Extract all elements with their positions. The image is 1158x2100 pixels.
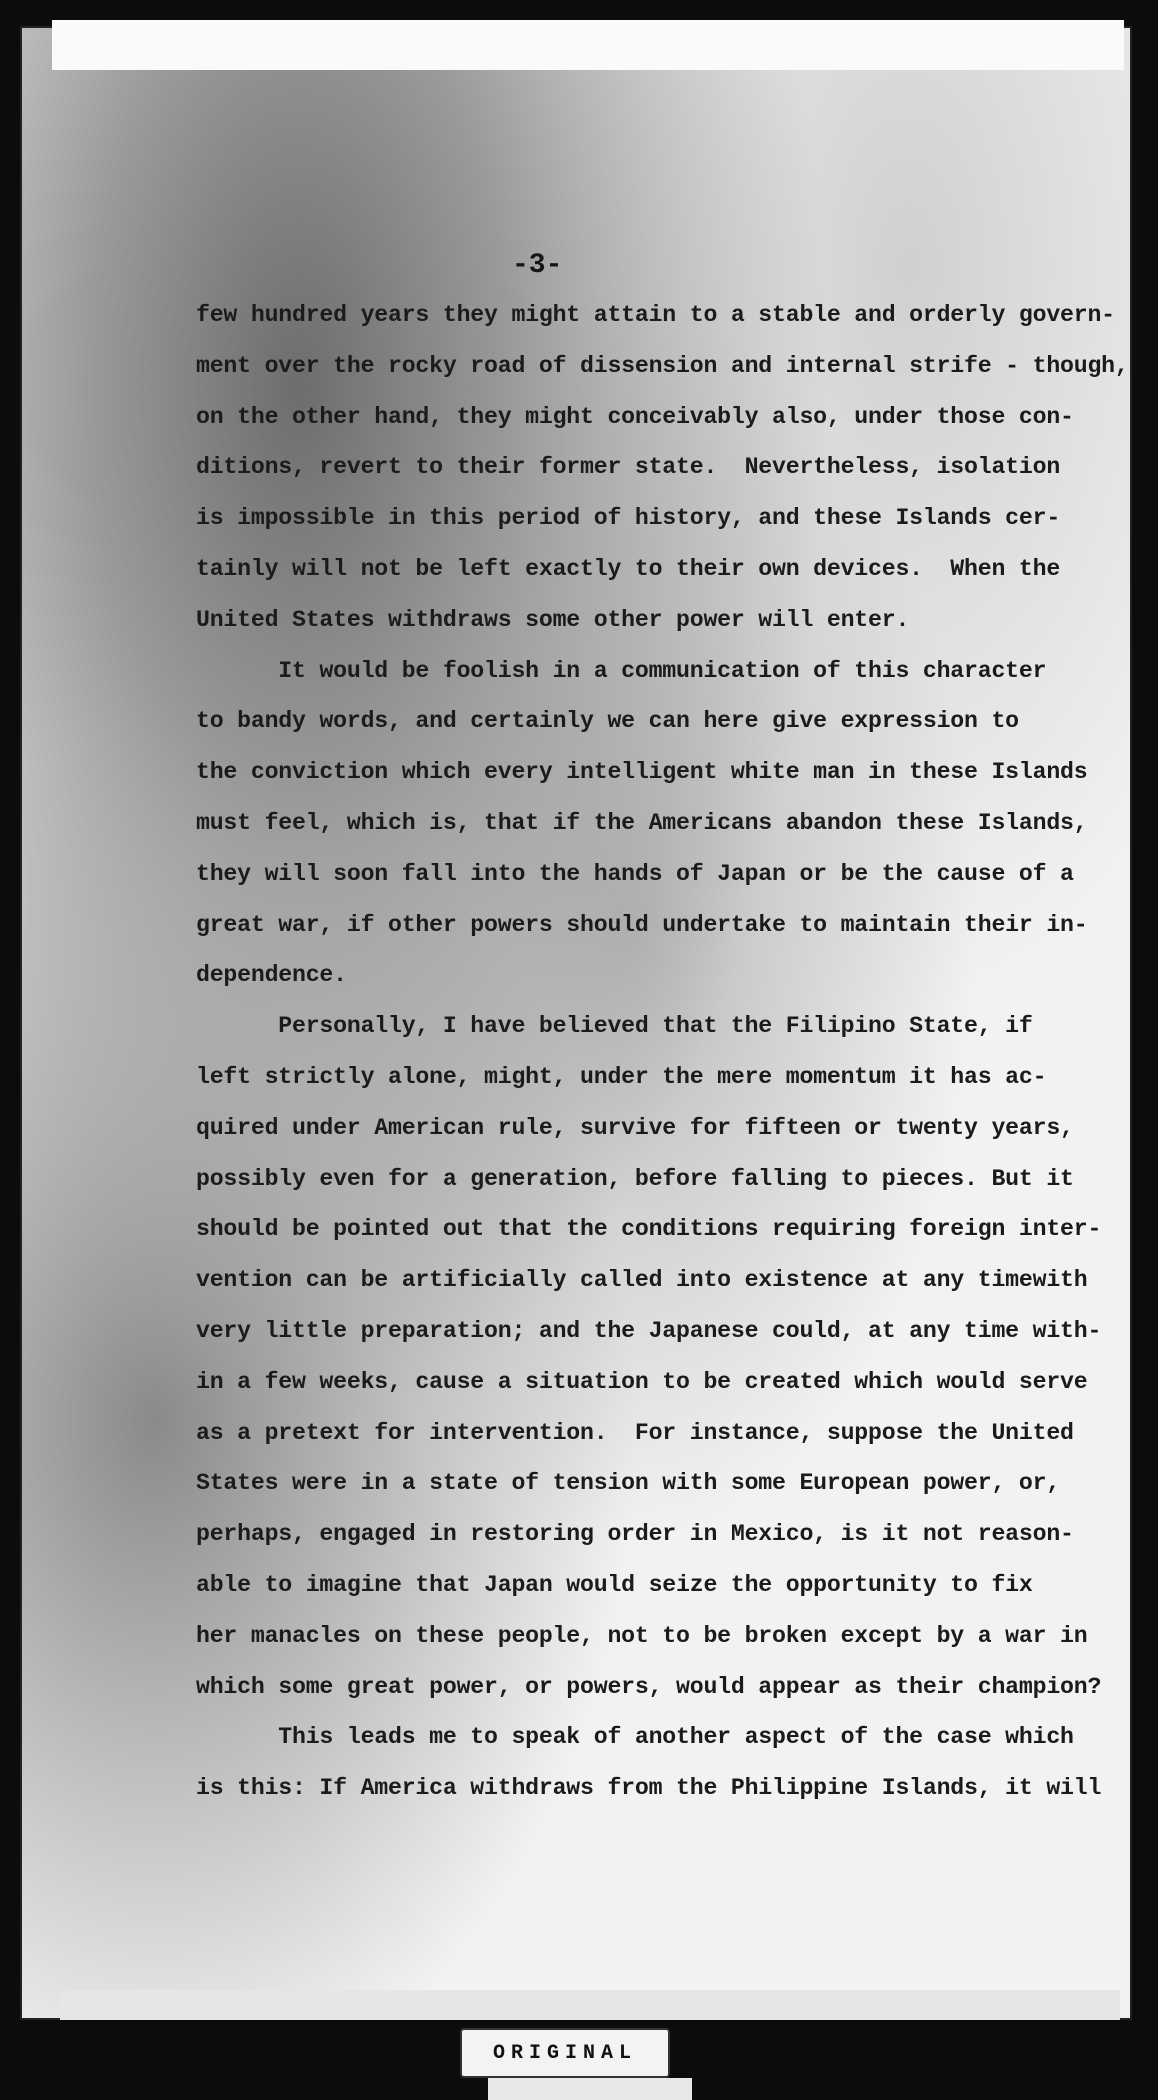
text-line: States were in a state of tension with some European power, or, — [196, 1470, 1061, 1497]
text-line: should be pointed out that the conditions requiring foreign inter- — [196, 1216, 1102, 1243]
text-line: United States withdraws some other power will enter. — [196, 606, 910, 633]
text-line: perhaps, engaged in restoring order in Mexico, is it not reason- — [196, 1521, 1074, 1548]
text-line: must feel, which is, that if the Americans abandon these Islands, — [196, 809, 1088, 836]
text-line: quired under American rule, survive for fifteen or twenty years, — [196, 1114, 1074, 1141]
text-line: is impossible in this period of history, and these Islands cer- — [196, 505, 1061, 532]
text-line: great war, if other powers should undertake to maintain their in- — [196, 911, 1088, 938]
text-line: in a few weeks, cause a situation to be created which would serve — [196, 1368, 1088, 1395]
text-line: It would be foolish in a communication of this character — [196, 657, 1047, 684]
page-bottom-strip — [60, 1990, 1120, 2020]
text-line: This leads me to speak of another aspect of the case which — [196, 1724, 1074, 1751]
text-line: is this: If America withdraws from the Philippine Islands, it will — [196, 1775, 1102, 1802]
text-line: possibly even for a generation, before falling to pieces. But it — [196, 1165, 1074, 1192]
page-number: -3- — [512, 250, 563, 281]
text-line: which some great power, or powers, would appear as their champion? — [196, 1673, 1102, 1700]
text-line: few hundred years they might attain to a stable and orderly govern- — [196, 302, 1115, 328]
document-body — [196, 290, 1129, 1814]
text-line: the conviction which every intelligent white man in these Islands — [196, 759, 1088, 786]
stamp-tab — [488, 2078, 692, 2100]
original-stamp: ORIGINAL — [460, 2028, 670, 2078]
page-top-strip — [52, 20, 1124, 70]
text-line: tainly will not be left exactly to their own devices. When the — [196, 555, 1061, 582]
text-line: they will soon fall into the hands of Japan or be the cause of a — [196, 860, 1074, 887]
text-line: on the other hand, they might conceivably also, under those con- — [196, 403, 1074, 430]
text-line: ditions, revert to their former state. Nevertheless, isolation — [196, 454, 1061, 481]
text-line: as a pretext for intervention. For instance, suppose the United — [196, 1419, 1074, 1446]
text-line: vention can be artificially called into existence at any timewith — [196, 1267, 1088, 1294]
text-line: dependence. — [196, 962, 347, 989]
text-line: left strictly alone, might, under the mere momentum it has ac- — [196, 1063, 1047, 1090]
text-line: able to imagine that Japan would seize the opportunity to fix — [196, 1571, 1033, 1598]
text-line: her manacles on these people, not to be broken except by a war in — [196, 1622, 1088, 1649]
text-line: ment over the rocky road of dissension and internal strife - though, — [196, 352, 1129, 379]
text-line: very little preparation; and the Japanese could, at any time with- — [196, 1317, 1102, 1344]
text-line: Personally, I have believed that the Filipino State, if — [196, 1013, 1033, 1040]
text-line: to bandy words, and certainly we can here give expression to — [196, 708, 1019, 735]
